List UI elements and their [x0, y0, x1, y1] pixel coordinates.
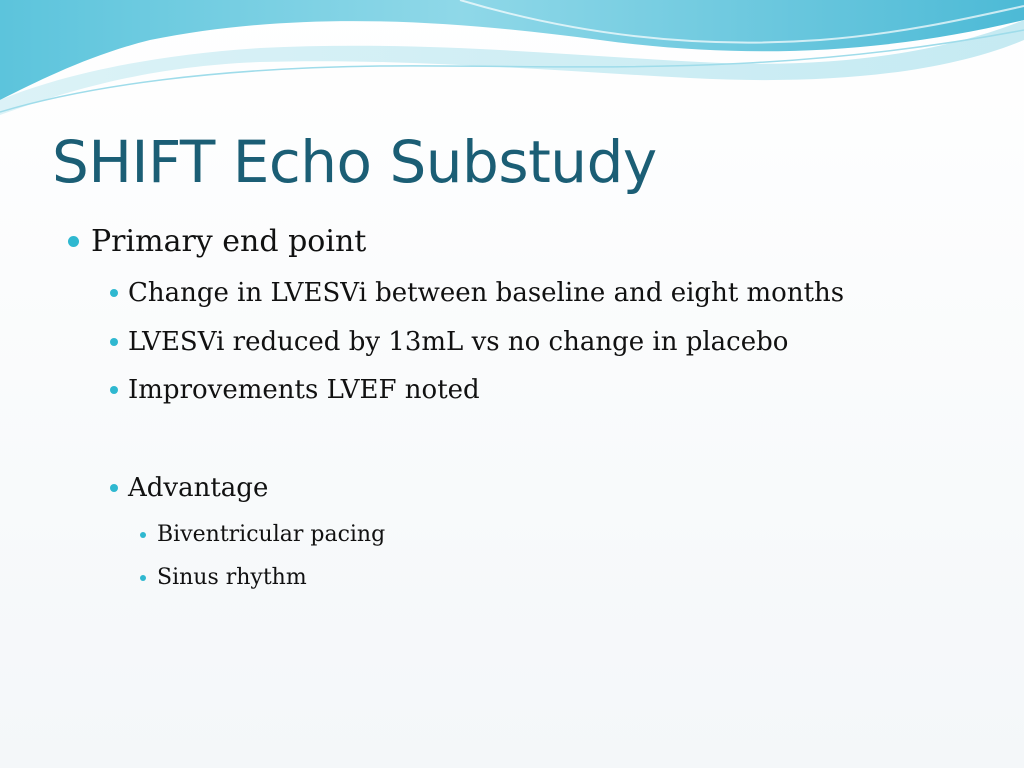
bullet-lvesvi-reduced	[110, 327, 788, 357]
bullet-sinus-rhythm	[140, 565, 307, 590]
bullet-text: Advantage	[128, 473, 269, 503]
bullet-icon	[140, 575, 146, 581]
bullet-text: Primary end point	[91, 224, 367, 259]
bullet-biventricular-pacing	[140, 522, 385, 547]
bullet-text: Change in LVESVi between baseline and eight months	[128, 278, 845, 308]
bullet-text: Biventricular pacing	[157, 522, 386, 547]
bullet-icon	[110, 338, 118, 346]
bullet-icon	[110, 289, 118, 297]
bullet-icon	[110, 386, 118, 394]
bullet-icon	[140, 532, 146, 538]
bullet-icon	[110, 484, 118, 492]
bullet-text: Sinus rhythm	[157, 565, 307, 590]
bullet-improvements-lvef	[110, 375, 480, 405]
bullet-icon	[68, 236, 79, 247]
bullet-primary-end-point	[68, 224, 366, 259]
bullet-advantage	[110, 473, 268, 503]
bullet-change-lvesvi	[110, 278, 844, 308]
bullet-text: LVESVi reduced by 13mL vs no change in placebo	[128, 327, 789, 357]
bullet-text: Improvements LVEF noted	[128, 375, 480, 405]
slide-title: SHIFT Echo Substudy	[52, 128, 657, 196]
